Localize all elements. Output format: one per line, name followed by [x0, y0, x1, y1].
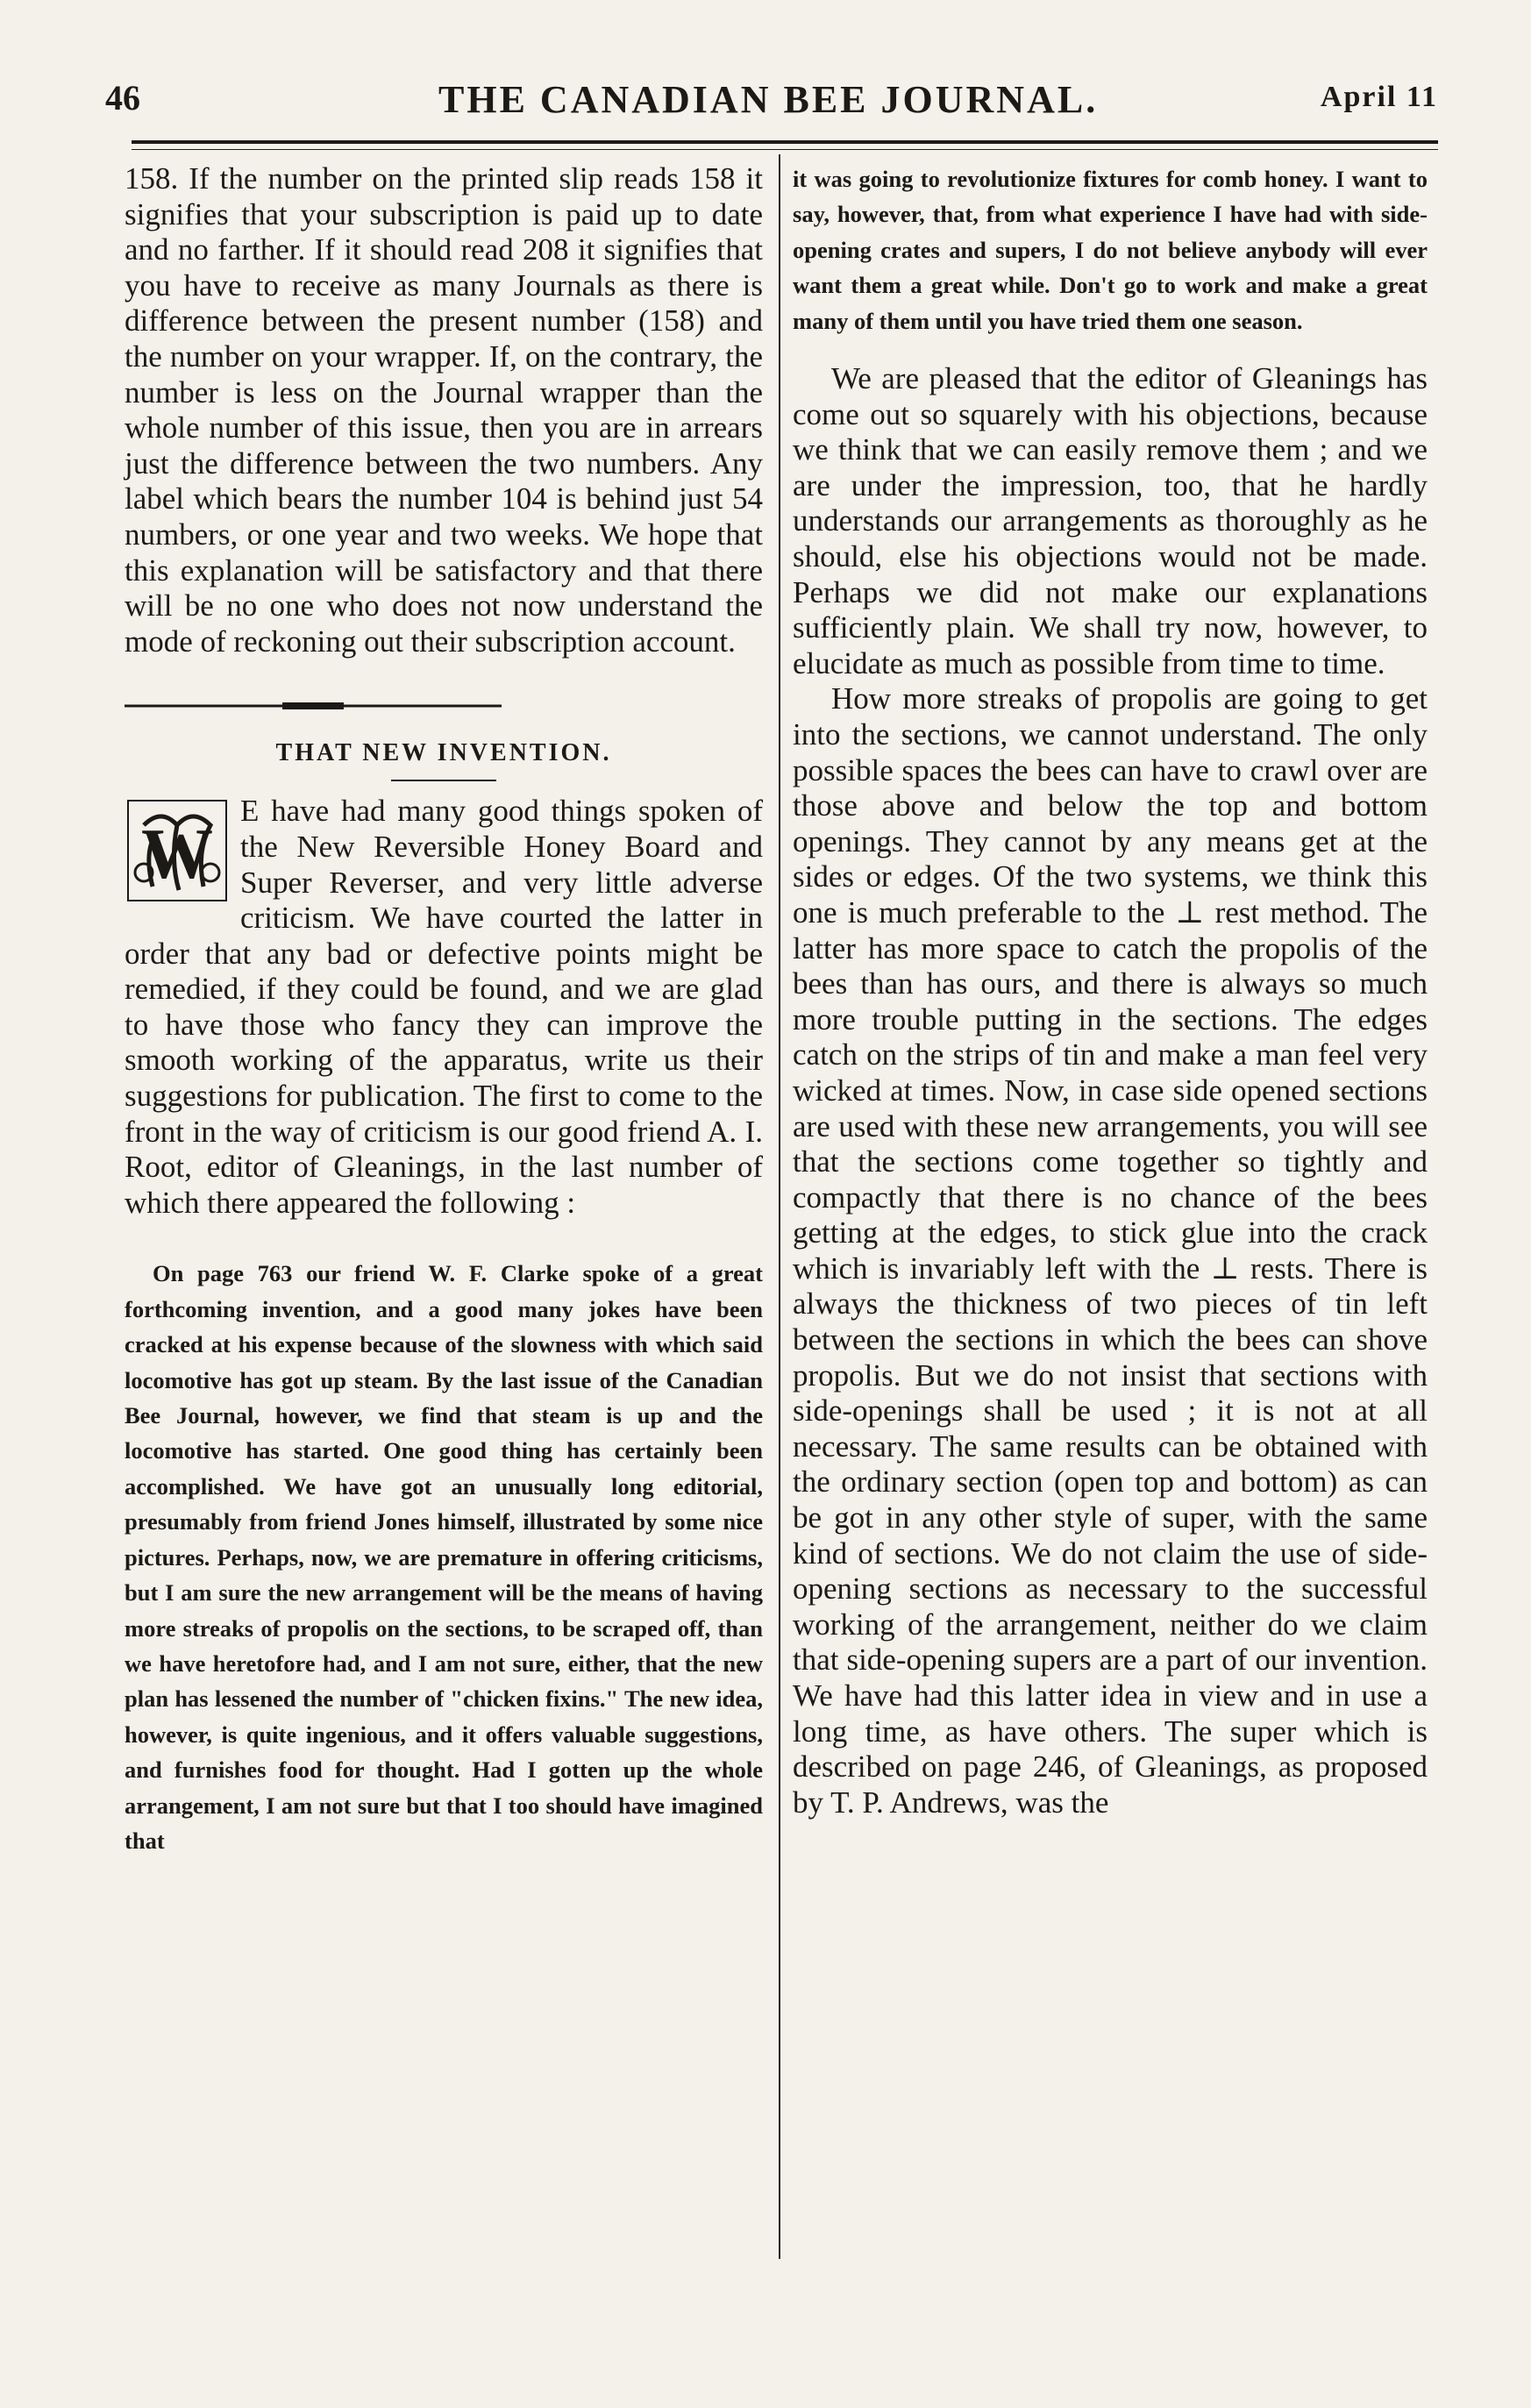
- page-number: 46: [105, 78, 140, 118]
- intro-paragraph: [125, 794, 763, 1221]
- journal-title: THE CANADIAN BEE JOURNAL.: [438, 78, 1099, 121]
- quoted-text: On page 763 our friend W. F. Clarke spoke of a great forthcoming invention, and a good many jokes have been cracked at his expense because of the slowness with which said locomotive has got up steam. By the last issue of the Canadian Bee Journal, however, we find that steam is up and the locomotive has started. One good thing has certainly been accomplished. We have got an unusually long editorial, presumably from friend Jones himself, illustrated by some nice pictures. Perhaps, now, we are premature in offering criticisms, but I am sure the new arrangement will be the means of having more streaks of propolis on the sections, to be scraped off, than we have heretofore had, and I am not sure, either, that the new plan has lessened the number of "chicken fixins." The new idea, however, is quite ingenious, and it offers valuable suggestions, and furnishes food for thought. Had I gotten up the whole arrangement, I am not sure but that I too should have imagined that: [125, 1260, 763, 1854]
- dropcap-letter: W: [141, 814, 213, 894]
- section-heading: THAT NEW INVENTION.: [275, 739, 612, 767]
- issue-date: April 11: [1320, 81, 1438, 113]
- page-header: [105, 77, 1438, 130]
- dropcap-initial: [126, 799, 228, 902]
- quoted-continuation: it was going to revolutionize fixtures for comb honey. I want to say, however, that, from what experience I have had with side-opening crates and supers, I do not believe anybody will ever want them a great while. Don't go to work and make a great many of them until you have tried them one season.: [793, 166, 1428, 334]
- intro-paragraph-text: E have had many good things spoken of the New Reversible Honey Board and Super Reverser, and very little adverse criticism. We have courted the latter in order that any bad or defective points might be remedied, if they could be found, and we are glad to have those who fancy they can improve the smooth working of the apparatus, write us their suggestions for publication. The first to come to the front in the way of criticism is our good friend A. I. Root, editor of Gleanings, in the last number of which there appeared the following :: [125, 794, 763, 1220]
- header-rule-thin: [132, 149, 1438, 150]
- quoted-gleanings-excerpt: [125, 1256, 763, 1858]
- left-column: [125, 161, 763, 1858]
- section-divider-ornament: [125, 702, 502, 710]
- heading-rule: [391, 780, 496, 781]
- editor-response-paragraph: We are pleased that the editor of Gleanings has come out so squarely with his objections, because we think that we can easily remove them ; and we are under the impression, too, that he hardly understands our arrangements as thoroughly as he should, else his objections would not be made. Perhaps we did not make our explanations sufficiently plain. We shall try now, however, to elucidate as much as possible from time to time.: [793, 361, 1428, 680]
- column-divider: [779, 154, 780, 2259]
- propolis-paragraph: How more streaks of propolis are going to get into the sections, we cannot understand. The only possible spaces the bees can have to crawl over are those above and below the top and bottom openings. They cannot by any means get at the sides or edges. Of the two systems, we think this one is much preferable to the ⊥ rest method. The latter has more space to catch the propolis of the bees than has ours, and there is always so much more trouble putting in the sections. The edges catch on the strips of tin and make a man feel very wicked at times. Now, in case side opened sections are used with these new arrangements, you will see that the sections come together so tightly and compactly that there is no chance of the bees getting at the edges, to stick glue into the crack which is invariably left with the ⊥ rests. There is always the thickness of two pieces of tin left between the sections in which the bees can shove propolis. But we do not insist that sections with side-openings shall be used ; it is not at all necessary. The same results can be obtained with the ordinary section (open top and bottom) as can be got in any other style of super, with the same kind of sections. We do not claim the use of side-opening sections as necessary to the successful working of the arrangement, neither do we claim that side-opening supers are a part of our invention. We have had this latter idea in view and in use a long time, as have others. The super which is described on page 246, of Gleanings, as proposed by T. P. Andrews, was the: [793, 681, 1428, 1820]
- subscription-notice: 158. If the number on the printed slip reads 158 it signifies that your subscription is paid up to date and no farther. If it should read 208 it signifies that you have to receive as many Journals as there is difference between the present number (158) and the number on your wrapper. If, on the contrary, the number is less on the Journal wrapper than the whole number of this issue, then you are in arrears just the difference between the two numbers. Any label which bears the number 104 is behind just 54 numbers, or one year and two weeks. We hope that this explanation will be satisfactory and that there will be no one who does not now understand the mode of reckoning out their subscription account.: [125, 161, 763, 659]
- header-rule: [132, 140, 1438, 144]
- right-column: [793, 161, 1428, 1820]
